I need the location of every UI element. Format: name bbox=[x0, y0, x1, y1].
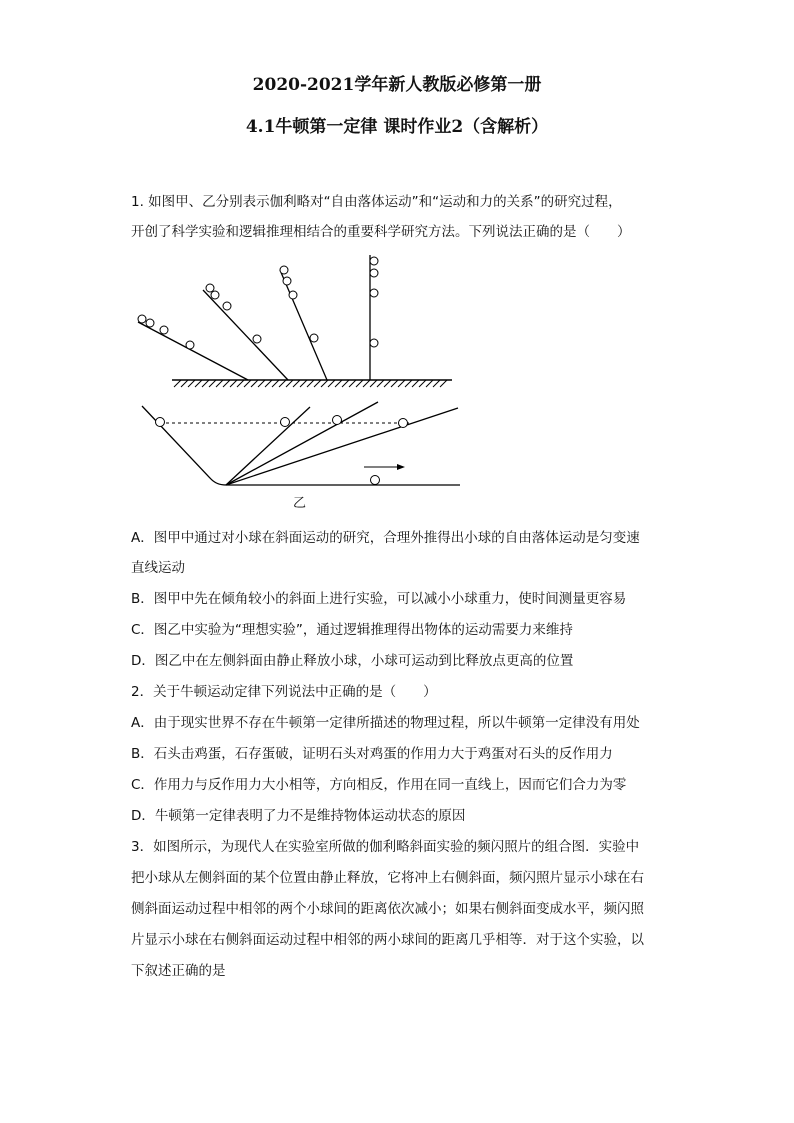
q1-option-d: D．图乙中在左侧斜面由静止释放小球，小球可运动到比释放点更高的位置 bbox=[131, 653, 574, 669]
q2-option-a: A．由于现实世界不存在牛顿第一定律所描述的物理过程，所以牛顿第一定律没有用处 bbox=[131, 715, 640, 731]
q1-stem-line1: 1. 如图甲、乙分别表示伽利略对“自由落体运动”和“运动和力的关系”的研究过程， bbox=[131, 194, 622, 210]
figure-label-yi: 乙 bbox=[293, 496, 307, 511]
q2-stem: 2．关于牛顿运动定律下列说法中正确的是（ ） bbox=[131, 684, 437, 700]
q3-stem-line1: 3．如图所示，为现代人在实验室所做的伽利略斜面实验的频闪照片的组合图．实验中 bbox=[131, 839, 640, 855]
q1-option-a-line2: 直线运动 bbox=[131, 560, 185, 576]
q1-option-a-line1: A．图甲中通过对小球在斜面运动的研究，合理外推得出小球的自由落体运动是匀变速 bbox=[131, 530, 640, 546]
q3-stem-line4: 片显示小球在右侧斜面运动过程中相邻的两小球间的距离几乎相等．对于这个实验，以 bbox=[131, 932, 644, 948]
q2-option-d: D．牛顿第一定律表明了力不是维持物体运动状态的原因 bbox=[131, 808, 466, 824]
q3-stem-line2: 把小球从左侧斜面的某个位置由静止释放，它将冲上右侧斜面，频闪照片显示小球在右 bbox=[131, 870, 644, 886]
q1-option-b: B．图甲中先在倾角较小的斜面上进行实验，可以减小小球重力，使时间测量更容易 bbox=[131, 591, 627, 607]
q1-option-c: C．图乙中实验为“理想实验”，通过逻辑推理得出物体的运动需要力来维持 bbox=[131, 622, 573, 638]
document-title: 2020-2021学年新人教版必修第一册 bbox=[252, 75, 542, 95]
q3-stem-line5: 下叙述正确的是 bbox=[131, 963, 226, 979]
q2-option-b: B．石头击鸡蛋，石存蛋破，证明石头对鸡蛋的作用力大于鸡蛋对石头的反作用力 bbox=[131, 746, 613, 762]
q2-option-c: C．作用力与反作用力大小相等，方向相反，作用在同一直线上，因而它们合力为零 bbox=[131, 777, 627, 793]
q1-stem-line2: 开创了科学实验和逻辑推理相结合的重要科学研究方法。下列说法正确的是（ ） bbox=[131, 224, 631, 240]
document-subtitle: 4.1牛顿第一定律 课时作业2（含解析） bbox=[245, 117, 549, 137]
q3-stem-line3: 侧斜面运动过程中相邻的两个小球间的距离依次减小；如果右侧斜面变成水平，频闪照 bbox=[131, 901, 644, 917]
